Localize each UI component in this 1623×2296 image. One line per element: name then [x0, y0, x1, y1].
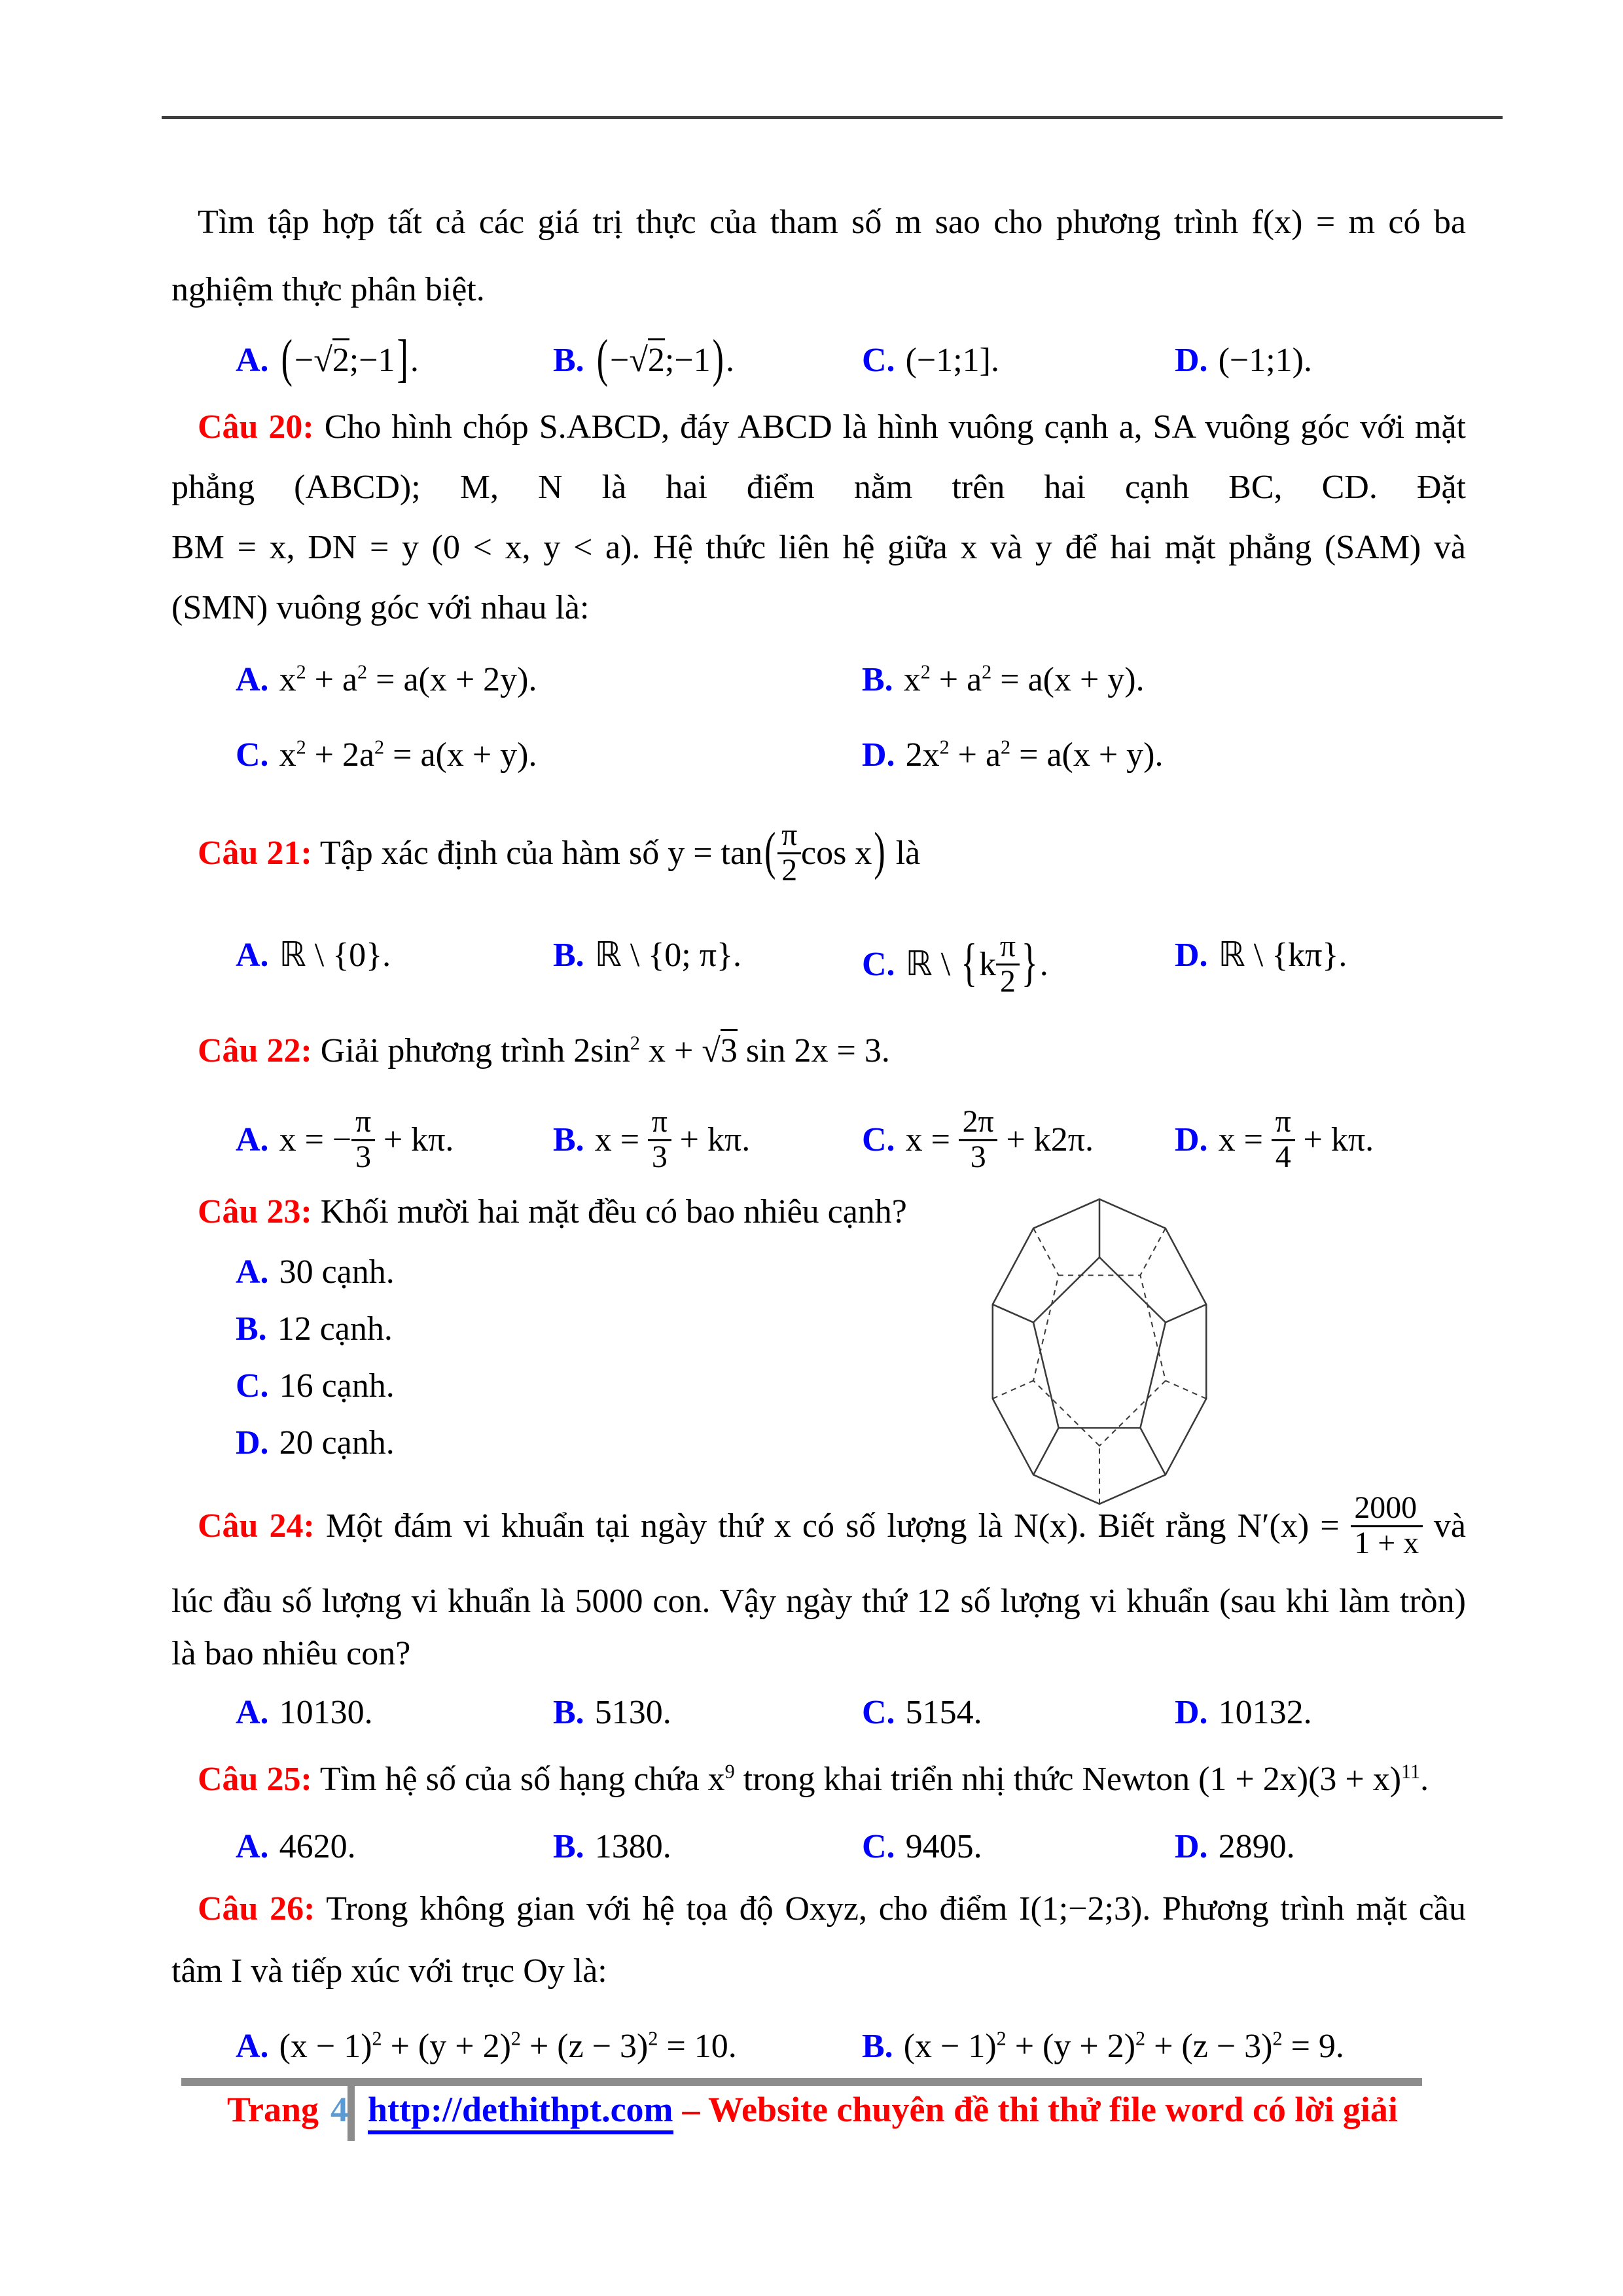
option-a-letter: A.: [236, 661, 269, 698]
option-b: [553, 1691, 671, 1734]
option-b-value: x = $\frac{\pi}{3}$ + kπ.: [594, 1104, 751, 1174]
q21-text: Tập xác định của hàm số y = tan( $\frac{\pi}{2}$ cos x) là: [319, 817, 921, 888]
option-b: [553, 1104, 751, 1177]
q22-line: [198, 1030, 890, 1073]
option-c-letter: C.: [862, 1828, 895, 1865]
option-b-letter: B.: [553, 342, 584, 379]
option-d-letter: D.: [1175, 1694, 1208, 1731]
option-a-letter: A.: [236, 1828, 269, 1865]
option-b-value: 5130.: [594, 1694, 671, 1731]
intro-line-2: nghiệm thực phân biệt.: [171, 271, 485, 308]
option-c-letter: C.: [862, 946, 895, 984]
q24-line-2: lúc đầu số lượng vi khuẩn là 5000 con. Vậy ngày thứ 12 số lượng vi khuẩn (sau khi làm tròn): [171, 1583, 1466, 1620]
q26-line-1: [198, 1888, 1466, 1931]
option-b-letter: B.: [862, 661, 893, 698]
option-a: [236, 658, 537, 702]
option-a: [236, 2025, 737, 2068]
footer-page: [227, 2088, 348, 2131]
option-c-value: ℝ \ {k $\frac{\pi}{2}$ }.: [905, 929, 1048, 999]
q26-text-1: Trong không gian với hệ tọa độ Oxyz, cho điểm I(1;−2;3). Phương trình mặt cầu: [326, 1890, 1466, 1928]
option-b: [862, 2025, 1344, 2068]
option-c: [862, 929, 1048, 1001]
option-a-value: (−√2;−1].: [281, 330, 419, 388]
option-d-value: x = $\frac{\pi}{4}$ + kπ.: [1218, 1104, 1374, 1174]
option-a-letter: A.: [236, 1253, 269, 1291]
option-b: [862, 658, 1145, 702]
page-number: 4: [330, 2090, 349, 2129]
option-c: [862, 339, 999, 382]
option-b: [553, 933, 741, 977]
option-b-letter: B.: [553, 937, 584, 974]
q25-text: Tìm hệ số của số hạng chứa $x^9$ trong khai triển nhị thức Newton $(1 + 2x)(3 + x)^{11}$.: [319, 1760, 1429, 1798]
q20-line-1: [198, 406, 1466, 449]
option-d-letter: D.: [1175, 937, 1208, 974]
option-b-letter: B.: [553, 1694, 584, 1731]
option-a-value: 4620.: [279, 1828, 356, 1865]
option-d: [1175, 1104, 1374, 1177]
option-c-value: 5154.: [905, 1694, 982, 1731]
q23-label: Câu 23:: [198, 1193, 312, 1230]
option-d: [1175, 339, 1312, 382]
q24-line-1: [198, 1490, 1466, 1563]
q24-options-row: [236, 1691, 1472, 1737]
option-d-letter: D.: [1175, 1828, 1208, 1865]
option-c-value: x = $\frac{2\pi}{3}$ + k2π.: [905, 1104, 1094, 1174]
option-b-letter: B.: [553, 1121, 584, 1159]
option-d-letter: D.: [1175, 342, 1208, 379]
website-link[interactable]: http://dethithpt.com: [368, 2090, 673, 2134]
footer-divider: [348, 2078, 355, 2141]
option-d: [1175, 1691, 1312, 1734]
option-c-value: 16 cạnh.: [279, 1367, 395, 1405]
q26-options-row: [236, 2025, 1472, 2071]
option-c-value: $x^2 + 2a^2 = a(x + y)$.: [279, 736, 537, 774]
option-a-value: 30 cạnh.: [279, 1253, 395, 1291]
option-b-value: (−√2;−1).: [596, 330, 734, 388]
dodecahedron-icon: [982, 1194, 1217, 1509]
option-a-value: 10130.: [279, 1694, 373, 1731]
option-c-letter: C.: [236, 1367, 269, 1405]
intro-options-row: [236, 330, 1472, 388]
option-c-letter: C.: [862, 1694, 895, 1731]
q22-text: Giải phương trình $2\sin^2$ x + √3 sin 2x = 3.: [321, 1032, 890, 1069]
option-a-value: x = − $\frac{\pi}{3}$ + kπ.: [279, 1104, 454, 1174]
q21-label: Câu 21:: [198, 834, 312, 872]
option-b-letter: B.: [862, 2028, 893, 2065]
option-a: [236, 330, 419, 388]
intro-line-1: Tìm tập hợp tất cả các giá trị thực của tham số m sao cho phương trình f(x) = m có ba: [198, 204, 1466, 241]
option-c-letter: C.: [236, 736, 269, 774]
option-b: [553, 330, 734, 388]
footer-rule: [181, 2078, 1422, 2086]
option-c-value: 9405.: [905, 1828, 982, 1865]
q24-label: Câu 24:: [198, 1507, 315, 1545]
option-a: [236, 1104, 454, 1177]
option-a-value: $(x - 1)^2 + (y + 2)^2 + (z - 3)^2 = 10$.: [279, 2027, 737, 2065]
option-d-value: 20 cạnh.: [279, 1424, 395, 1462]
q21-options-row: [236, 929, 1472, 999]
option-c: [862, 1825, 982, 1869]
q20-label: Câu 20:: [198, 408, 314, 446]
q25-options-row: [236, 1825, 1472, 1871]
footer-tagline: – Website chuyên đề thi thử file word có lời giải: [682, 2090, 1398, 2129]
option-d-value: $2x^2 + a^2 = a(x + y)$.: [905, 736, 1164, 774]
option-b-letter: B.: [553, 1828, 584, 1865]
option-c-letter: C.: [862, 1121, 895, 1159]
option-a-value: ℝ \ {0}.: [279, 935, 391, 975]
q20-line-4: (SMN) vuông góc với nhau là:: [171, 589, 590, 626]
option-b-letter: B.: [236, 1310, 267, 1348]
option-d: [862, 734, 1164, 777]
option-d-value: 10132.: [1218, 1694, 1312, 1731]
option-d-letter: D.: [862, 736, 895, 774]
q20-text-1: Cho hình chóp S.ABCD, đáy ABCD là hình vuông cạnh a, SA vuông góc với mặt: [324, 408, 1467, 446]
q20-line-3: BM = x, DN = y (0 < x, y < a). Hệ thức liên hệ giữa x và y để hai mặt phẳng (SAM) và: [171, 529, 1466, 566]
q24-line-3: là bao nhiêu con?: [171, 1635, 411, 1672]
option-d-value: ℝ \ {kπ}.: [1218, 935, 1347, 975]
q26-line-2: tâm I và tiếp xúc với trục Oy là:: [171, 1952, 607, 1990]
option-d-value: 2890.: [1218, 1828, 1295, 1865]
q22-label: Câu 22:: [198, 1032, 312, 1069]
option-c: [862, 1104, 1094, 1177]
option-d-letter: D.: [1175, 1121, 1208, 1159]
q25-label: Câu 25:: [198, 1761, 312, 1798]
q23-option-a: [236, 1251, 395, 1294]
option-d-letter: D.: [236, 1424, 269, 1462]
q21-line: [198, 817, 921, 890]
option-c-value: (−1;1].: [905, 342, 999, 379]
option-d: [1175, 933, 1347, 977]
option-b-value: $x^2 + a^2 = a(x + y)$.: [903, 660, 1145, 698]
option-c-letter: C.: [862, 342, 895, 379]
dodecahedron-figure: [982, 1194, 1217, 1509]
option-a: [236, 933, 391, 977]
q20-line-2: phẳng (ABCD); M, N là hai điểm nằm trên hai cạnh BC, CD. Đặt: [171, 469, 1466, 506]
option-a-letter: A.: [236, 1121, 269, 1159]
q23-text: Khối mười hai mặt đều có bao nhiêu cạnh?: [320, 1193, 907, 1230]
page-label: Trang: [227, 2090, 319, 2129]
option-a-letter: A.: [236, 937, 269, 974]
option-b-value: 1380.: [594, 1828, 671, 1865]
option-b: [553, 1825, 671, 1869]
q20-options-row-1: [236, 658, 1472, 704]
q24-text-1: Một đám vi khuẩn tại ngày thứ x có số lượng là N(x). Biết rằng N′(x) = $\frac{2000}{1 + x}$ và: [325, 1490, 1466, 1560]
option-a: [236, 1825, 356, 1869]
option-a: [236, 1691, 373, 1734]
q23-option-c: [236, 1365, 395, 1408]
option-a-value: $x^2 + a^2 = a(x + 2y)$.: [279, 660, 537, 698]
q23-option-b: [236, 1308, 393, 1351]
option-a-letter: A.: [236, 342, 269, 379]
option-c: [236, 734, 537, 777]
option-d: [1175, 1825, 1295, 1869]
option-a-letter: A.: [236, 1694, 269, 1731]
q25-line: [198, 1758, 1429, 1801]
option-a-letter: A.: [236, 2028, 269, 2065]
q23-option-d: [236, 1422, 395, 1465]
q22-options-row: [236, 1104, 1472, 1174]
q26-label: Câu 26:: [198, 1890, 315, 1928]
option-b-value: ℝ \ {0; π}.: [594, 935, 741, 975]
top-rule: [162, 116, 1503, 119]
option-d-value: (−1;1).: [1218, 342, 1312, 379]
q23-line: [198, 1191, 907, 1234]
footer-credit: [368, 2088, 1398, 2131]
option-b-value: 12 cạnh.: [277, 1310, 393, 1348]
q20-options-row-2: [236, 734, 1472, 780]
option-b-value: $(x - 1)^2 + (y + 2)^2 + (z - 3)^2 = 9$.: [903, 2027, 1344, 2065]
option-c: [862, 1691, 982, 1734]
